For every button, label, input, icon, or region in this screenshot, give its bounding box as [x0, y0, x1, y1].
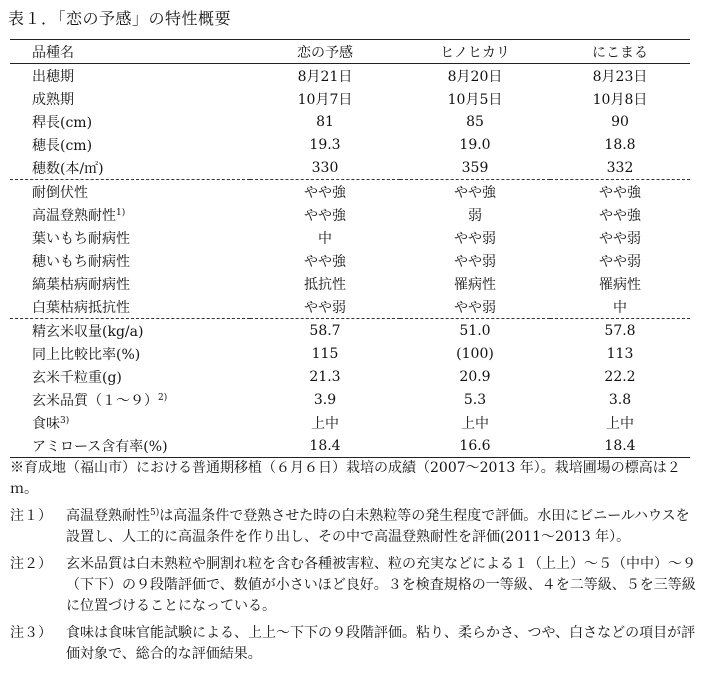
trait-label: 穂数(本/㎡) [32, 160, 104, 177]
note-3-body: 食味は食味官能試験による、上上～下下の９段階評価。粘り、柔らかさ、つや、白さなどの項目が評価対象で、総合的な評価結果。 [66, 625, 696, 662]
trait-label: 成熟期 [32, 91, 74, 108]
table-row [10, 365, 690, 388]
header-variety-name: 品種名 [10, 40, 250, 64]
trait-value: 抵抗性 [304, 276, 346, 293]
table-title: 表１．「恋の予感」の特性概要 [8, 9, 232, 28]
table-row [10, 411, 690, 434]
note-3 [10, 623, 700, 665]
trait-label: 穂いもち耐病性 [32, 253, 130, 270]
trait-value: 85 [466, 113, 484, 130]
trait-value: やや強 [304, 207, 346, 224]
trait-value: 中 [613, 299, 627, 316]
note-2-label: 注２） [10, 556, 52, 572]
table-row [10, 342, 690, 365]
table-row [10, 110, 690, 133]
trait-name [10, 295, 250, 319]
trait-value: やや弱 [454, 253, 496, 270]
trait-label: 出穂期 [32, 68, 74, 85]
yield-quality-section [10, 319, 690, 458]
note-3-label: 注３） [10, 625, 52, 641]
trait-value: やや弱 [454, 299, 496, 316]
growth-section [10, 64, 690, 180]
trait-label: 耐倒伏性 [32, 184, 88, 201]
table-row [10, 319, 690, 343]
trait-name [10, 342, 250, 365]
table-row [10, 64, 690, 88]
trait-value: 弱 [468, 207, 482, 224]
trait-value: やや弱 [454, 230, 496, 247]
trait-label: 穂長(cm) [32, 137, 93, 154]
trait-value: 58.7 [250, 319, 400, 343]
note-2-body: 玄米品質は白未熟粒や胴割れ粒を含む各種被害粒、粒の充実などによる１（上上）～５（中中）～９（下下）の９段階評価で、数値が小さいほど良好。３を検査規格の一等級、４を二等級、５を三等級に位置づけることになっている。 [66, 556, 696, 614]
trait-value: 罹病性 [599, 276, 641, 293]
variety-traits-table [10, 39, 690, 458]
trait-label: 白葉枯病抵抗性 [32, 299, 130, 316]
note-2 [10, 554, 700, 617]
trait-name [10, 388, 250, 411]
table-row [10, 272, 690, 295]
trait-value: 5.3 [463, 391, 487, 408]
table-row [10, 226, 690, 249]
trait-name [10, 319, 250, 343]
trait-value: (100) [456, 345, 494, 362]
trait-name [10, 180, 250, 204]
trait-name [10, 133, 250, 156]
trait-value: やや強 [304, 253, 346, 270]
trait-value: 罹病性 [454, 276, 496, 293]
trait-name [10, 226, 250, 249]
trait-value: やや強 [550, 180, 690, 204]
trait-value: 中 [318, 230, 332, 247]
trait-value: 8月23日 [592, 68, 648, 85]
trait-value: 90 [611, 113, 629, 130]
trait-name [10, 365, 250, 388]
header-koi-no-yokan: 恋の予感 [250, 40, 400, 64]
trait-name [10, 64, 250, 88]
trait-value: 10月5日 [447, 91, 503, 108]
trait-label: 食味 [32, 415, 60, 432]
trait-label: 同上比較比率(%) [32, 346, 141, 363]
resistance-section [10, 180, 690, 319]
trait-value: 57.8 [550, 319, 690, 343]
trait-value: 18.8 [604, 136, 636, 153]
trait-footnote-mark: 3) [60, 415, 70, 426]
note-1-sup: 5) [150, 508, 160, 518]
trait-value: 18.4 [550, 434, 690, 458]
note-1 [10, 506, 700, 548]
header-nikomaru: にこまる [550, 40, 690, 64]
trait-label: 玄米品質（１～９） [32, 392, 158, 409]
trait-value: やや強 [250, 180, 400, 204]
trait-name [10, 110, 250, 133]
trait-label: 縞葉枯病耐病性 [32, 276, 130, 293]
table-row [10, 295, 690, 319]
trait-value: 3.9 [313, 391, 337, 408]
trait-value: やや強 [400, 180, 550, 204]
trait-footnote-mark: 2) [158, 392, 168, 403]
trait-value: 359 [461, 159, 489, 176]
note-1-term: 高温登熟耐性 [66, 508, 150, 524]
trait-value: 51.0 [400, 319, 550, 343]
table-row [10, 434, 690, 458]
trait-value: やや弱 [304, 299, 346, 316]
trait-value: 18.4 [250, 434, 400, 458]
trait-value: 332 [606, 159, 634, 176]
note-1-text: は高温条件で登熟させた時の白未熟粒等の発生程度で評価。水田にビニールハウスを設置し、人工的に高温条件を作り出し、その中で高温登熟耐性を評価(2011～2013 年）。 [66, 508, 690, 545]
trait-label: 葉いもち耐病性 [32, 230, 130, 247]
trait-value: やや強 [599, 207, 641, 224]
trait-name [10, 87, 250, 110]
note-1-label: 注１） [10, 508, 52, 524]
trait-value: 10月7日 [297, 91, 353, 108]
trait-name [10, 272, 250, 295]
table-row [10, 203, 690, 226]
trait-value: 10月8日 [592, 91, 648, 108]
trait-value: やや弱 [599, 253, 641, 270]
trait-name [10, 156, 250, 180]
table-row [10, 133, 690, 156]
trait-value: 81 [316, 113, 334, 130]
trait-value: 上中 [311, 415, 339, 432]
table-row [10, 156, 690, 180]
trait-value: 22.2 [604, 368, 636, 385]
header-hinohikari: ヒノヒカリ [400, 40, 550, 64]
trait-value: 330 [311, 159, 339, 176]
table-row [10, 87, 690, 110]
trait-label: 玄米千粒重(g) [32, 369, 122, 386]
header-row [10, 40, 690, 64]
trait-value: 19.0 [459, 136, 491, 153]
trait-label: アミロース含有率(%) [32, 438, 168, 455]
trait-label: 精玄米収量(kg/a) [32, 323, 144, 340]
footnotes [10, 458, 700, 671]
trait-name [10, 249, 250, 272]
table-row [10, 249, 690, 272]
trait-value: 16.6 [400, 434, 550, 458]
note-main: ※育成地（福山市）における普通期移植（６月６日）栽培の成績（2007～2013 年）。栽培圃場の標高は２ｍ。 [10, 460, 681, 497]
trait-value: 上中 [461, 415, 489, 432]
note-1-body [66, 506, 700, 548]
trait-value: 113 [606, 345, 634, 362]
table-row [10, 388, 690, 411]
trait-label: 稈長(cm) [32, 114, 93, 131]
trait-name [10, 434, 250, 458]
trait-value: 8月20日 [447, 68, 503, 85]
trait-name [10, 411, 250, 434]
trait-footnote-mark: 1) [116, 207, 126, 218]
trait-value: 19.3 [309, 136, 341, 153]
trait-label: 高温登熟耐性 [32, 207, 116, 224]
trait-value: 上中 [606, 415, 634, 432]
trait-value: 3.8 [608, 391, 632, 408]
trait-value: 20.9 [459, 368, 491, 385]
trait-value: 8月21日 [297, 68, 353, 85]
trait-name [10, 203, 250, 226]
trait-value: 115 [311, 345, 339, 362]
trait-value: 21.3 [309, 368, 341, 385]
trait-value: やや弱 [599, 230, 641, 247]
table-row [10, 180, 690, 204]
